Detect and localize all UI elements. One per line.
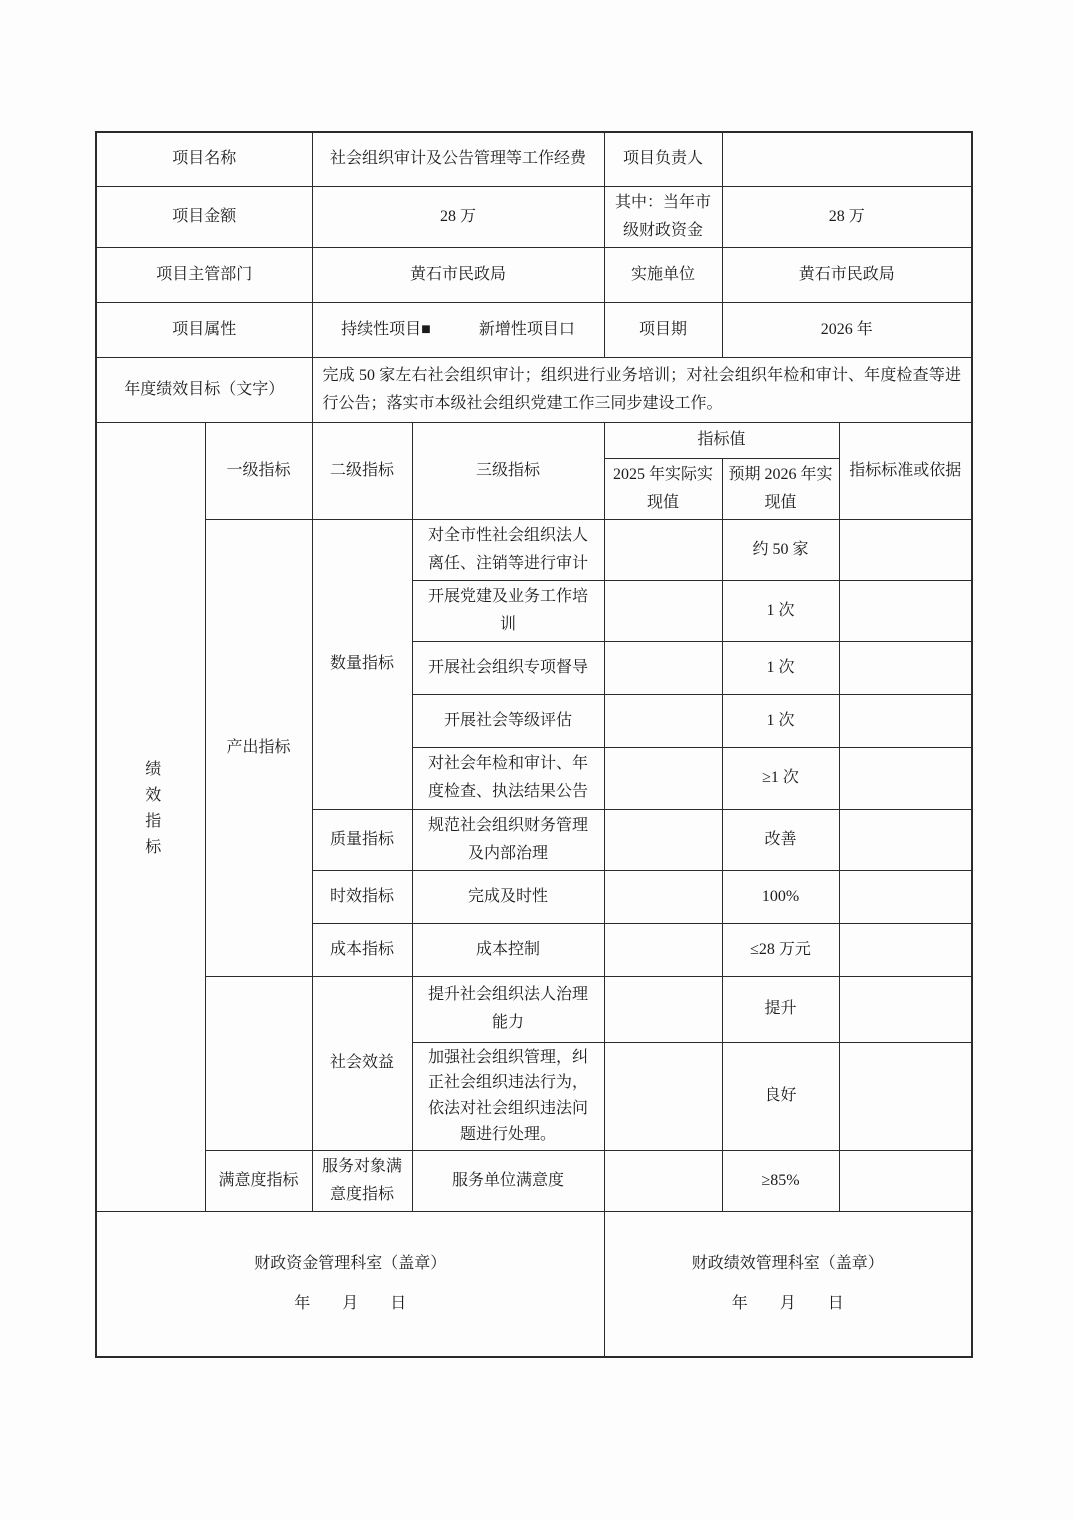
expected-2026-cell: ≥85% (722, 1151, 839, 1212)
performance-table (95, 131, 973, 1358)
attribute-new-option: 新增性项目口 (478, 320, 575, 338)
level3-cell: 开展社会等级评估 (412, 694, 604, 747)
expected-2026-cell: ≥1 次 (722, 747, 839, 809)
fiscal-fund-label: 其中：当年市级财政资金 (604, 186, 722, 247)
level2-quality-cell: 质量指标 (312, 809, 412, 870)
annual-goal-label: 年度绩效目标（文字） (96, 357, 312, 422)
project-period-value: 2026 年 (722, 302, 972, 357)
info-row-attribute (96, 302, 972, 357)
standard-cell (839, 809, 972, 870)
indicator-header-row-1 (96, 422, 972, 458)
annual-goal-value: 完成 50 家左右社会组织审计；组织进行业务培训；对社会组织年检和审计、年度检查等进行公告；落实市本级社会组织党建工作三同步建设工作。 (312, 357, 972, 422)
standard-cell (839, 519, 972, 580)
project-leader-value (722, 132, 972, 186)
standard-cell (839, 1042, 972, 1151)
expected-2026-cell: 提升 (722, 976, 839, 1042)
level2-service-cell: 服务对象满意度指标 (312, 1151, 412, 1212)
expected-2026-cell: 1 次 (722, 641, 839, 694)
actual-2025-cell (604, 1151, 722, 1212)
level3-header: 三级指标 (412, 422, 604, 519)
indicator-row (96, 976, 972, 1042)
level2-time-cell: 时效指标 (312, 870, 412, 923)
level3-cell: 开展党建及业务工作培训 (412, 580, 604, 641)
actual-2025-cell (604, 809, 722, 870)
standard-cell (839, 747, 972, 809)
actual-2025-cell (604, 694, 722, 747)
level3-cell: 成本控制 (412, 923, 604, 976)
project-leader-label: 项目负责人 (604, 132, 722, 186)
fund-office-title: 财政资金管理科室（盖章） (254, 1254, 447, 1272)
level2-quantity-cell: 数量指标 (312, 519, 412, 809)
standard-cell (839, 976, 972, 1042)
department-label: 项目主管部门 (96, 247, 312, 302)
level3-cell: 服务单位满意度 (412, 1151, 604, 1212)
actual-2025-cell (604, 870, 722, 923)
department-value: 黄石市民政局 (312, 247, 604, 302)
info-row-project-amount (96, 186, 972, 247)
standard-header: 指标标准或依据 (839, 422, 972, 519)
level2-cost-cell: 成本指标 (312, 923, 412, 976)
indicator-row (96, 519, 972, 580)
fund-office-date-line: 年 月 日 (294, 1294, 407, 1312)
performance-office-signature-cell (604, 1212, 972, 1357)
actual-2025-cell (604, 580, 722, 641)
project-name-value: 社会组织审计及公告管理等工作经费 (312, 132, 604, 186)
info-row-project-name (96, 132, 972, 186)
level2-social-cell: 社会效益 (312, 976, 412, 1151)
implement-unit-value: 黄石市民政局 (722, 247, 972, 302)
level1-output-cell: 产出指标 (205, 519, 312, 976)
standard-cell (839, 641, 972, 694)
expected-2026-cell: 良好 (722, 1042, 839, 1151)
expected-2026-cell: 100% (722, 870, 839, 923)
project-amount-value: 28 万 (312, 186, 604, 247)
signature-row (96, 1212, 972, 1357)
standard-cell (839, 694, 972, 747)
level3-cell: 规范社会组织财务管理及内部治理 (412, 809, 604, 870)
expected-2026-header: 预期 2026 年实现值 (722, 458, 839, 519)
expected-2026-cell: 1 次 (722, 694, 839, 747)
info-row-annual-goal (96, 357, 972, 422)
level3-cell: 完成及时性 (412, 870, 604, 923)
expected-2026-cell: ≤28 万元 (722, 923, 839, 976)
level1-header: 一级指标 (205, 422, 312, 519)
implement-unit-label: 实施单位 (604, 247, 722, 302)
actual-2025-cell (604, 976, 722, 1042)
indicator-value-group-header: 指标值 (604, 422, 839, 458)
info-row-department (96, 247, 972, 302)
standard-cell (839, 923, 972, 976)
expected-2026-cell: 1 次 (722, 580, 839, 641)
actual-2025-cell (604, 923, 722, 976)
actual-2025-cell (604, 1042, 722, 1151)
expected-2026-cell: 约 50 家 (722, 519, 839, 580)
fund-office-signature-cell (96, 1212, 604, 1357)
project-attribute-value (312, 302, 604, 357)
fiscal-fund-value: 28 万 (722, 186, 972, 247)
performance-office-title: 财政绩效管理科室（盖章） (691, 1254, 884, 1272)
level3-cell: 开展社会组织专项督导 (412, 641, 604, 694)
expected-2026-cell: 改善 (722, 809, 839, 870)
project-amount-label: 项目金额 (96, 186, 312, 247)
actual-2025-cell (604, 519, 722, 580)
level3-cell: 对全市性社会组织法人离任、注销等进行审计 (412, 519, 604, 580)
project-attribute-label: 项目属性 (96, 302, 312, 357)
project-name-label: 项目名称 (96, 132, 312, 186)
actual-2025-cell (604, 747, 722, 809)
standard-cell (839, 870, 972, 923)
performance-indicator-group-label (96, 422, 205, 1212)
level3-cell: 加强社会组织管理，纠正社会组织违法行为，依法对社会组织违法问题进行处理。 (412, 1042, 604, 1151)
performance-office-date-line: 年 月 日 (731, 1294, 844, 1312)
actual-2025-cell (604, 641, 722, 694)
attribute-continuous-option: 持续性项目■ (341, 320, 431, 338)
project-period-label: 项目期 (604, 302, 722, 357)
level1-empty-cell (205, 976, 312, 1151)
level3-cell: 提升社会组织法人治理能力 (412, 976, 604, 1042)
level1-satisfaction-cell: 满意度指标 (205, 1151, 312, 1212)
standard-cell (839, 1151, 972, 1212)
performance-indicator-vertical-text: 绩效指标 (142, 759, 160, 864)
level3-cell: 对社会年检和审计、年度检查、执法结果公告 (412, 747, 604, 809)
level2-header: 二级指标 (312, 422, 412, 519)
indicator-row (96, 1151, 972, 1212)
standard-cell (839, 580, 972, 641)
actual-2025-header: 2025 年实际实现值 (604, 458, 722, 519)
